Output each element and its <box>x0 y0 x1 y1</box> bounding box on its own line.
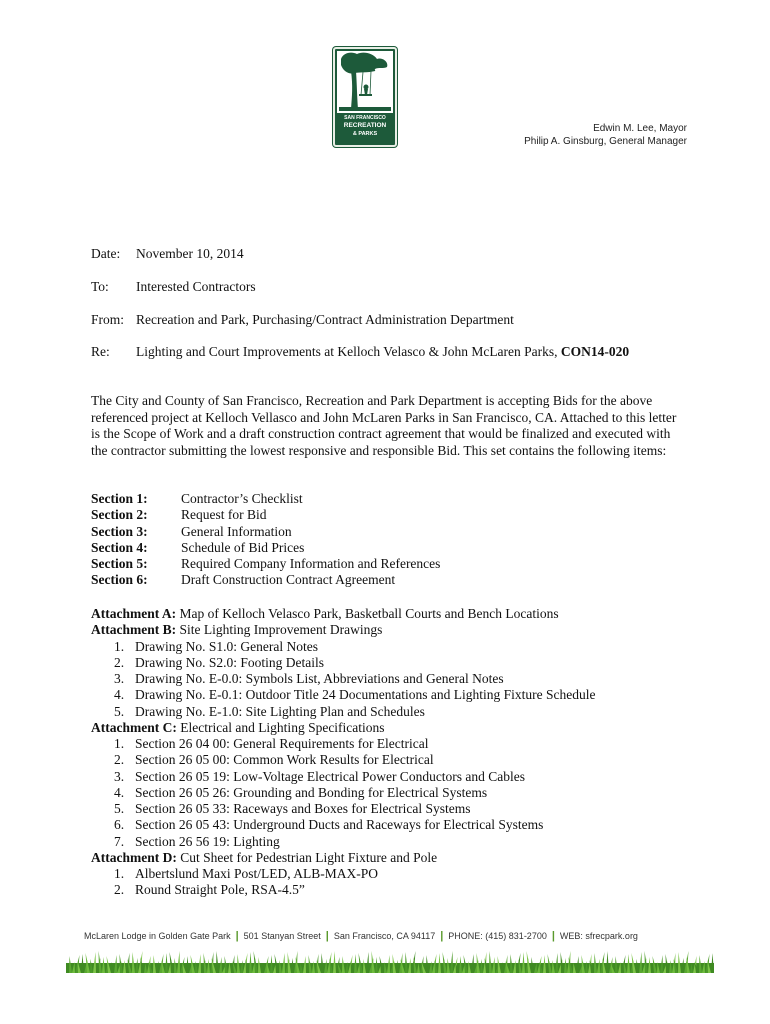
item-text: Albertslund Maxi Post/LED, ALB-MAX-PO <box>135 866 378 881</box>
section-row <box>91 556 440 572</box>
footer-separator: | <box>325 930 329 942</box>
attachment-title: Electrical and Lighting Specifications <box>180 719 385 735</box>
logo-line-3: & PARKS <box>352 131 378 137</box>
attachment-item <box>91 639 595 655</box>
attachment-item <box>91 769 595 785</box>
sections-list <box>91 491 440 589</box>
re-value: Lighting and Court Improvements at Kelloch Velasco & John McLaren Parks, <box>136 344 558 359</box>
date-label: Date: <box>91 246 121 261</box>
item-text: Section 26 05 19: Low-Voltage Electrical Power Conductors and Cables <box>135 768 526 784</box>
section-row <box>91 507 440 523</box>
item-number: 1. <box>114 736 125 751</box>
grass-blade <box>132 952 135 973</box>
re-row <box>91 344 629 360</box>
to-label: To: <box>91 279 109 294</box>
grass-blade <box>249 952 252 973</box>
section-row <box>91 540 440 556</box>
to-row <box>91 279 256 295</box>
item-text: Drawing No. S1.0: General Notes <box>135 638 318 654</box>
grass-blade <box>405 952 408 973</box>
footer-item: McLaren Lodge in Golden Gate Park <box>84 931 231 941</box>
attachment-heading <box>91 720 595 736</box>
grass-decoration <box>66 949 714 973</box>
general-manager-line: Philip A. Ginsburg, General Manager <box>524 136 687 147</box>
attachment-heading <box>91 622 595 638</box>
attachment-item <box>91 801 595 817</box>
grass-blade <box>450 951 453 973</box>
grass-blade <box>93 952 96 973</box>
item-text: Section 26 05 00: Common Work Results for Electrical <box>135 752 434 768</box>
section-title: Required Company Information and References <box>181 556 441 572</box>
footer-item: 501 Stanyan Street <box>243 931 321 941</box>
item-text: Round Straight Pole, RSA-4.5” <box>135 882 305 898</box>
re-label: Re: <box>91 344 110 359</box>
attachment-heading <box>91 850 595 866</box>
attachment-item <box>91 752 595 768</box>
item-number: 2. <box>114 654 125 670</box>
date-row <box>91 246 244 262</box>
attachment-item <box>91 655 595 671</box>
section-title: Draft Construction Contract Agreement <box>181 572 396 588</box>
logo-line-2: RECREATION <box>343 122 387 129</box>
item-text: Drawing No. S2.0: Footing Details <box>135 654 324 670</box>
item-text: Section 26 05 43: Underground Ducts and Raceways for Electrical Systems <box>135 817 544 833</box>
item-number: 2. <box>114 752 125 768</box>
item-text: Section 26 05 33: Raceways and Boxes for Electrical Systems <box>135 801 471 816</box>
attachment-label: Attachment D: <box>91 849 177 865</box>
grass-blade <box>99 951 103 973</box>
section-label: Section 2: <box>91 507 148 523</box>
attachment-title: Map of Kelloch Velasco Park, Basketball Courts and Bench Locations <box>179 606 559 621</box>
grass-blade <box>489 951 492 973</box>
from-row <box>91 312 514 328</box>
attachment-item <box>91 704 595 720</box>
item-number: 6. <box>114 817 125 833</box>
grass-blade <box>645 951 649 973</box>
attachment-heading <box>91 606 595 622</box>
tree-swing-icon <box>337 51 393 113</box>
footer-separator: | <box>551 930 555 942</box>
mayor-line: Edwin M. Lee, Mayor <box>593 123 687 134</box>
footer-item: PHONE: (415) 831-2700 <box>448 931 547 941</box>
re-contract-code: CON14-020 <box>560 344 630 359</box>
date-value: November 10, 2014 <box>136 246 244 261</box>
sf-rec-park-logo <box>333 47 397 147</box>
section-label: Section 6: <box>91 572 148 588</box>
grass-blade <box>333 951 336 973</box>
item-number: 3. <box>114 768 125 784</box>
attachment-item <box>91 785 595 801</box>
section-row <box>91 572 440 588</box>
attachment-label: Attachment A: <box>91 606 177 621</box>
item-text: Drawing No. E-1.0: Site Lighting Plan and Schedules <box>135 703 425 719</box>
item-number: 4. <box>114 687 125 703</box>
footer-separator: | <box>235 930 239 942</box>
attachment-item <box>91 671 595 687</box>
section-title: General Information <box>181 523 292 539</box>
section-title: Request for Bid <box>181 507 267 523</box>
item-number: 1. <box>114 638 125 654</box>
section-title: Contractor’s Checklist <box>181 491 303 506</box>
footer-separator: | <box>440 930 444 942</box>
item-number: 5. <box>114 801 125 816</box>
footer-address <box>84 930 638 942</box>
attachment-item <box>91 817 595 833</box>
section-label: Section 4: <box>91 539 148 555</box>
attachment-item <box>91 834 595 850</box>
section-row <box>91 491 440 507</box>
attachment-item <box>91 687 595 703</box>
logo-line-1: SAN FRANCISCO <box>344 115 386 121</box>
item-number: 2. <box>114 882 125 898</box>
grass-blade <box>522 952 525 973</box>
item-number: 1. <box>114 866 125 881</box>
item-number: 3. <box>114 671 125 686</box>
grass-blade <box>639 952 642 973</box>
item-text: Section 26 04 00: General Requirements for Electrical <box>135 736 429 751</box>
attachments-list <box>91 606 595 899</box>
from-value: Recreation and Park, Purchasing/Contract Administration Department <box>136 312 514 327</box>
grass-blade <box>366 952 369 973</box>
to-value: Interested Contractors <box>136 279 256 294</box>
officials-block <box>524 122 687 148</box>
item-text: Drawing No. E-0.1: Outdoor Title 24 Documentations and Lighting Fixture Schedule <box>135 687 596 703</box>
item-number: 4. <box>114 784 125 800</box>
attachment-label: Attachment B: <box>91 622 177 638</box>
grass-blade <box>678 952 681 973</box>
section-row <box>91 524 440 540</box>
attachment-title: Site Lighting Improvement Drawings <box>179 622 383 638</box>
grass-blade <box>561 952 565 973</box>
attachment-item <box>91 866 595 882</box>
from-label: From: <box>91 312 125 327</box>
item-text: Section 26 05 26: Grounding and Bonding for Electrical Systems <box>135 784 488 800</box>
item-text: Drawing No. E-0.0: Symbols List, Abbreviations and General Notes <box>135 671 504 686</box>
item-text: Section 26 56 19: Lighting <box>135 833 280 849</box>
section-title: Schedule of Bid Prices <box>181 539 305 555</box>
attachment-item <box>91 882 595 898</box>
grass-blade <box>606 951 609 973</box>
footer-item: WEB: sfrecpark.org <box>559 931 638 941</box>
body-paragraph: The City and County of San Francisco, Recreation and Park Department is accepting Bids for the above referenced project at Kelloch Vellasco and John McLaren Parks in San Francisco, CA. Attached to this letter is the Scope of Work and a draft construction contract agreement that would be finalized and executed with the contractor submitting the lowest responsive and responsible Bid. This set contains the following items: <box>91 393 677 458</box>
grass-blade <box>216 951 219 973</box>
section-label: Section 1: <box>91 491 148 506</box>
grass-blade <box>177 951 180 973</box>
item-number: 5. <box>114 703 125 719</box>
attachment-item <box>91 736 595 752</box>
footer-item: San Francisco, CA 94117 <box>333 931 436 941</box>
item-number: 7. <box>114 833 125 849</box>
section-label: Section 5: <box>91 556 148 572</box>
section-label: Section 3: <box>91 523 148 539</box>
attachment-label: Attachment C: <box>91 719 177 735</box>
attachment-title: Cut Sheet for Pedestrian Light Fixture and Pole <box>180 849 438 865</box>
